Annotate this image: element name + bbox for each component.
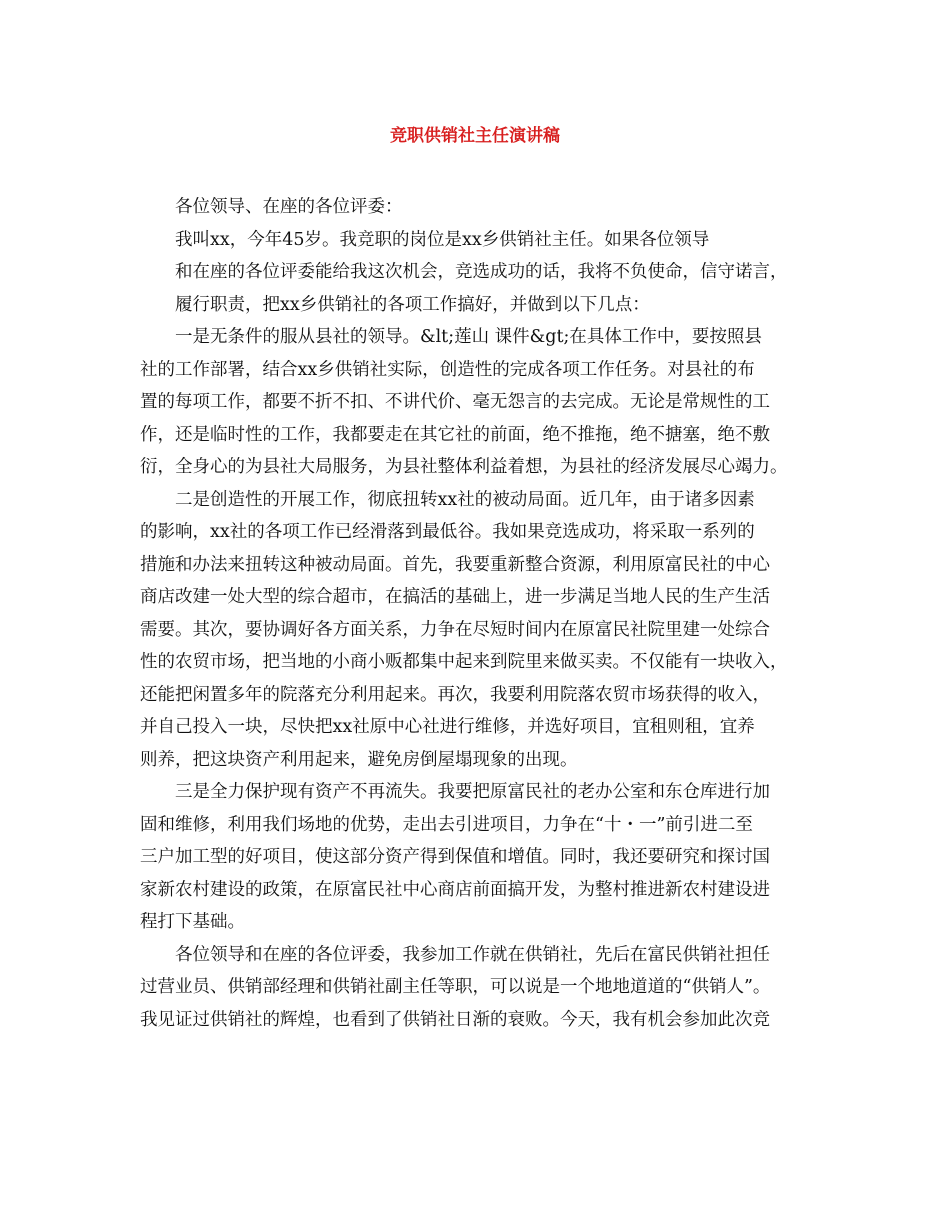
text-line: 作，还是临时性的工作，我都要走在其它社的前面，绝不推拖，绝不搪塞，绝不敷 xyxy=(140,424,770,445)
text-line: 措施和办法来扭转这种被动局面。首先，我要重新整合资源，利用原富民社的中心 xyxy=(140,554,770,575)
text-line: 并自己投入一块，尽快把xx社原中心社进行维修，并选好项目，宜租则租，宜养 xyxy=(140,717,755,737)
document-title: 竞职供销社主任演讲稿 xyxy=(390,126,560,146)
text-line: 社的工作部署，结合xx乡供销社实际，创造性的完成各项工作任务。对县社的布 xyxy=(140,359,755,380)
text-line: 程打下基础。 xyxy=(140,912,245,932)
text-line: 需要。其次，要协调好各方面关系，力争在尽短时间内在原富民社院里建一处综合 xyxy=(140,619,770,640)
text-line: 三户加工型的好项目，使这部分资产得到保值和增值。同时，我还要研究和探讨国 xyxy=(140,847,770,867)
text-line: 我叫xx，今年45岁。我竞职的岗位是xx乡供销社主任。如果各位领导 xyxy=(175,229,710,250)
text-line: 还能把闲置多年的院落充分利用起来。再次，我要利用院落农贸市场获得的收入， xyxy=(140,684,770,705)
text-line: 的影响，xx社的各项工作已经滑落到最低谷。我如果竞选成功，将采取一系列的 xyxy=(140,522,755,542)
text-line: 三是全力保护现有资产不再流失。我要把原富民社的老办公室和东仓库进行加 xyxy=(175,782,770,802)
text-line: 置的每项工作，都要不折不扣、不讲代价、毫无怨言的去完成。无论是常规性的工 xyxy=(140,392,770,412)
document-body xyxy=(140,191,830,1036)
text-line: 过营业员、供销部经理和供销社副主任等职，可以说是一个地地道道的“供销人”。 xyxy=(140,977,771,997)
text-line: 衍，全身心的为县社大局服务，为县社整体利益着想，为县社的经济发展尽心竭力。 xyxy=(140,457,788,477)
text-line: 各位领导和在座的各位评委，我参加工作就在供销社，先后在富民供销社担任 xyxy=(175,944,770,965)
text-line: 各位领导、在座的各位评委： xyxy=(175,197,403,217)
text-line: 家新农村建设的政策，在原富民社中心商店前面搞开发，为整村推进新农村建设进 xyxy=(140,879,770,900)
text-line: 我见证过供销社的辉煌，也看到了供销社日渐的衰败。今天，我有机会参加此次竞 xyxy=(140,1009,770,1030)
text-line: 则养，把这块资产利用起来，避免房倒屋塌现象的出现。 xyxy=(140,749,578,770)
text-line: 二是创造性的开展工作，彻底扭转xx社的被动局面。近几年，由于诸多因素 xyxy=(175,489,755,510)
text-line: 一是无条件的服从县社的领导。&lt;莲山 课件&gt;在具体工作中，要按照县 xyxy=(175,327,762,347)
text-line: 商店改建一处大型的综合超市，在搞活的基础上，进一步满足当地人民的生产生活 xyxy=(140,587,770,607)
text-line: 性的农贸市场，把当地的小商小贩都集中起来到院里来做买卖。不仅能有一块收入， xyxy=(140,652,788,672)
text-line: 和在座的各位评委能给我这次机会，竞选成功的话，我将不负使命，信守诺言， xyxy=(175,262,788,282)
text-line: 履行职责，把xx乡供销社的各项工作搞好，并做到以下几点： xyxy=(175,294,650,315)
text-line: 固和维修，利用我们场地的优势，走出去引进项目，力争在“十・一”前引进二至 xyxy=(140,814,753,835)
